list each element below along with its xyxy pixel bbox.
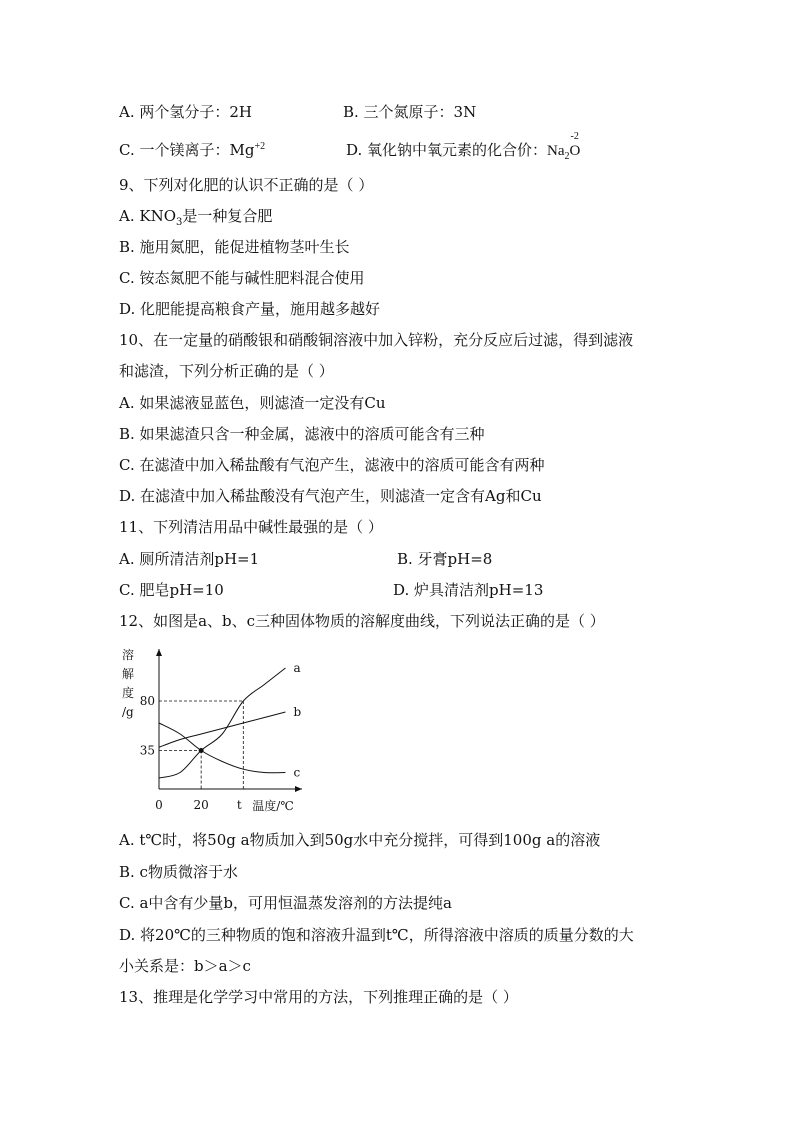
curve-b <box>159 712 285 747</box>
q8-option-d-formula: $Na_2$ -2 O <box>547 143 580 159</box>
q11-option-d: D. 炉具清洁剂pH=13 <box>393 581 544 599</box>
q12-option-b: B. c物质微溶于水 <box>119 863 238 881</box>
q11-stem: 11、下列清洁用品中碱性最强的是（ ） <box>119 518 383 536</box>
q8-option-c-charge: +2 <box>254 141 266 152</box>
curve-label-b: b <box>293 705 302 719</box>
q8-option-a: A. 两个氢分子：2H <box>119 103 252 121</box>
solubility-chart <box>118 645 318 820</box>
q8-option-d <box>346 131 581 162</box>
x-tick-label: t <box>236 798 242 812</box>
q8-option-d-valence: -2 <box>570 131 579 142</box>
y-tick-label: 80 <box>139 694 155 708</box>
q9-option-b: B. 施用氮肥，能促进植物茎叶生长 <box>119 238 350 256</box>
q10-stem-line1: 10、在一定量的硝酸银和硝酸铜溶液中加入锌粉，充分反应后过滤，得到滤液 <box>119 331 634 349</box>
q8-option-d-text: D. 氧化钠中氧元素的化合价： <box>346 141 548 159</box>
q10-stem-line2: 和滤渣，下列分析正确的是（ ） <box>119 362 334 380</box>
x-tick-label: 20 <box>193 798 209 812</box>
y-tick-label: 35 <box>139 743 155 758</box>
q10-option-c: C. 在滤渣中加入稀盐酸有气泡产生，滤液中的溶质可能含有两种 <box>119 456 545 474</box>
y-axis-label-char: /g <box>122 705 134 719</box>
q12-option-d-line1: D. 将20℃的三种物质的饱和溶液升温到t℃，所得溶液中溶质的质量分数的大 <box>119 926 634 944</box>
q12-option-a: A. t℃时，将50g a物质加入到50g水中充分搅拌，可得到100g a的溶液 <box>119 831 601 849</box>
q9-option-c: C. 铵态氮肥不能与碱性肥料混合使用 <box>119 269 365 287</box>
q9-option-a: A. $KNO_3$是一种复合肥 <box>119 207 273 228</box>
curve-label-c: c <box>293 765 301 780</box>
q13-stem: 13、推理是化学学习中常用的方法，下列推理正确的是（ ） <box>119 988 518 1006</box>
q8-option-c <box>119 140 265 160</box>
y-axis-label-char: 解 <box>122 667 135 681</box>
intersection-point <box>199 748 204 753</box>
y-axis-arrow <box>156 649 162 656</box>
q12-option-c: C. a中含有少量b，可用恒温蒸发溶剂的方法提纯a <box>119 894 452 912</box>
q10-option-a: A. 如果滤液显蓝色，则滤渣一定没有Cu <box>119 394 386 412</box>
y-axis-label-char: 溶 <box>122 648 135 662</box>
q9-option-d: D. 化肥能提高粮食产量，施用越多越好 <box>119 300 381 318</box>
curve-label-a: a <box>293 661 301 675</box>
q8-option-c-text: C. 一个镁离子：Mg <box>119 141 255 159</box>
q10-option-b: B. 如果滤渣只含一种金属，滤液中的溶质可能含有三种 <box>119 425 485 443</box>
q11-option-a: A. 厕所清洁剂pH=1 <box>119 550 260 568</box>
y-axis-label-char: 度 <box>122 686 135 700</box>
q8-option-b: B. 三个氮原子：3N <box>343 103 477 121</box>
origin-label: 0 <box>155 798 163 812</box>
curve-c <box>159 723 285 773</box>
q12-stem: 12、如图是a、b、c三种固体物质的溶解度曲线，下列说法正确的是（ ） <box>119 612 605 630</box>
q11-option-b: B. 牙膏pH=8 <box>397 550 493 568</box>
q11-option-c: C. 肥皂pH=10 <box>119 581 224 599</box>
q12-option-d-line2: 小关系是：b＞a＞c <box>119 957 251 975</box>
x-axis-label: 温度/℃ <box>252 799 294 813</box>
q10-option-d: D. 在滤渣中加入稀盐酸没有气泡产生，则滤渣一定含有Ag和Cu <box>119 487 542 505</box>
x-axis-arrow <box>295 786 302 792</box>
q9-stem: 9、下列对化肥的认识不正确的是（ ） <box>119 176 374 194</box>
